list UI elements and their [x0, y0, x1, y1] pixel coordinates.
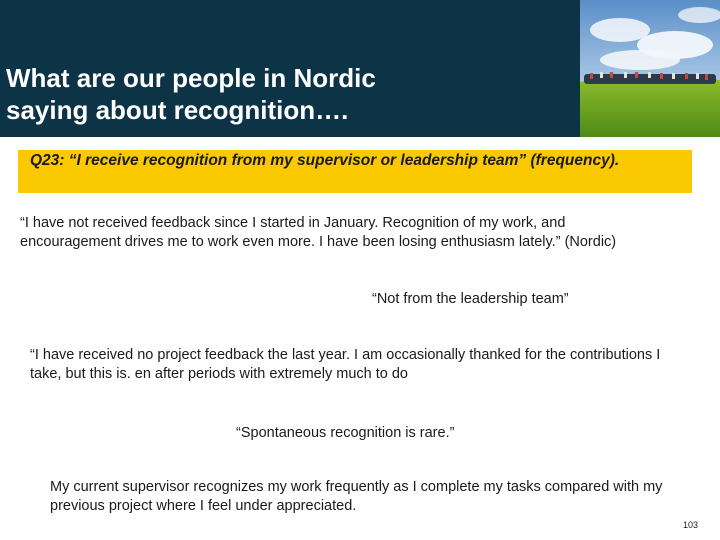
slide-title-line-2: saying about recognition…. [6, 95, 349, 125]
question-box [18, 150, 692, 193]
page-number: 103 [682, 520, 698, 530]
quote-4: “Spontaneous recognition is rare.” [236, 425, 455, 441]
quote-3: “I have received no project feedback the last year. I am occasionally thanked for the contributions I take, but this is. en after periods with extremely much to do [30, 347, 661, 382]
quote-2: “Not from the leadership team” [372, 291, 569, 307]
slide-title-line-1: What are our people in Nordic [6, 63, 376, 93]
slide-title [6, 62, 566, 126]
quote-1: “I have not received feedback since I started in January. Recognition of my work, and encouragement drives me to work even more. I have been losing enthusiasm lately.” (Nordic) [20, 215, 617, 250]
quote-5: My current supervisor recognizes my work frequently as I complete my tasks compared with my previous project where I feel under appreciated. [50, 479, 663, 514]
title-banner [0, 0, 580, 137]
crowd-on-hill-image [580, 0, 720, 137]
crowd-on-hill-picture [580, 0, 720, 137]
survey-question: Q23: “I receive recognition from my supervisor or leadership team” (frequency). [30, 152, 620, 169]
